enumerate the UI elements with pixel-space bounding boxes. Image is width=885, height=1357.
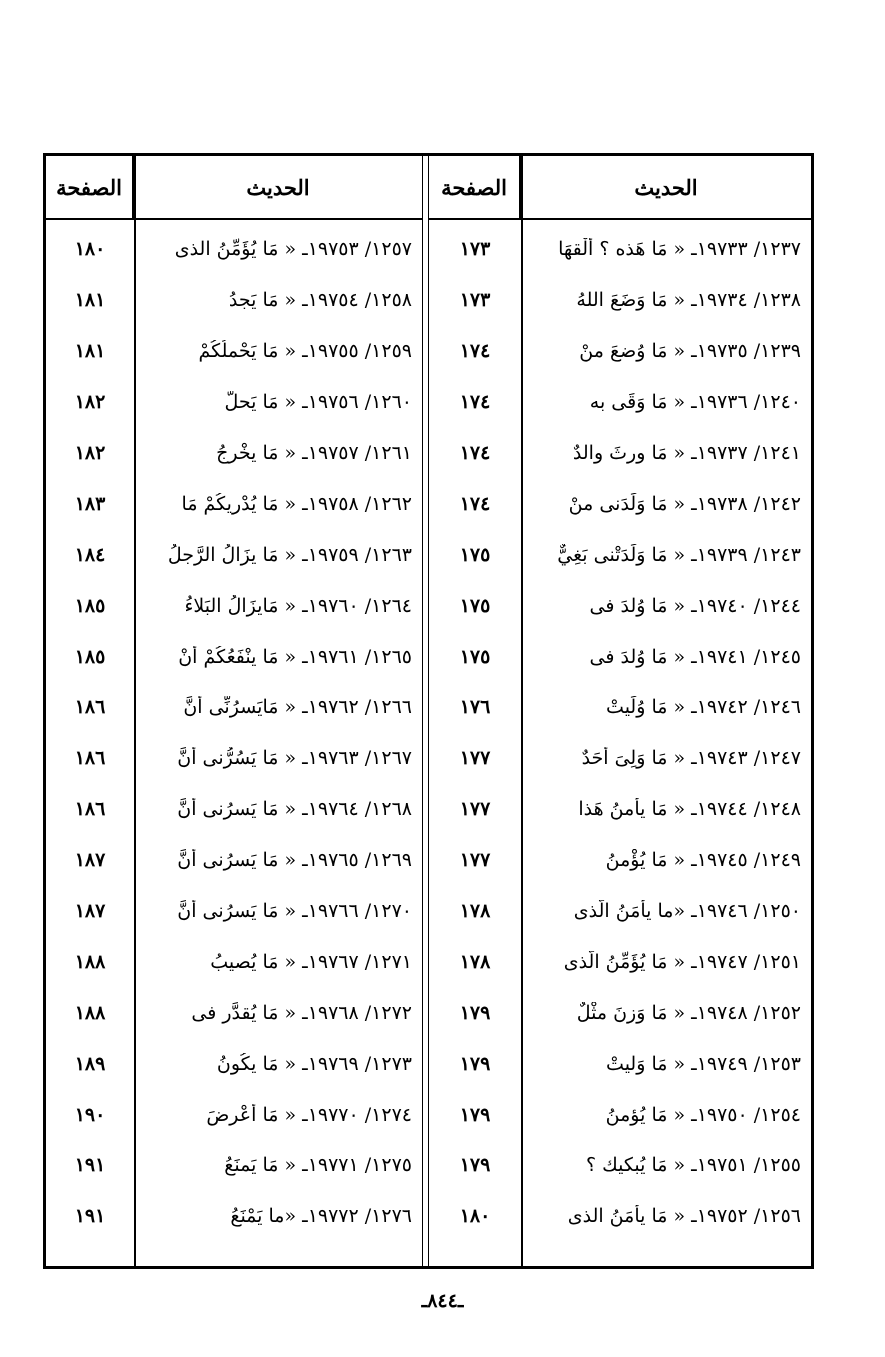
table-row: [429, 936, 811, 987]
hadith-entry: ١٢٤٢/ ١٩٧٣٨ـ « مَا وَلَدَنى منْ: [568, 492, 801, 515]
left-column-block: [46, 156, 422, 1266]
page-ref: ١٨٦: [74, 798, 106, 821]
hadith-entry: ١٢٥٢/ ١٩٧٤٨ـ « مَا وَزنَ مثْلٌ: [576, 1001, 801, 1024]
table-row: [429, 377, 811, 428]
table-row: [46, 733, 422, 784]
page-ref: ١٧٩: [459, 1154, 491, 1177]
table-row: [46, 682, 422, 733]
table-row: [46, 987, 422, 1038]
page-ref: ١٧٧: [459, 798, 491, 821]
page-ref: ١٧٦: [459, 696, 491, 719]
header-hadith: الحديث: [634, 174, 698, 200]
header-page: الصفحة: [46, 156, 134, 218]
index-table: [43, 153, 814, 1269]
hadith-entry: ١٢٥٩/ ١٩٧٥٥ـ « مَا يَحْملُكُمْ: [198, 340, 412, 363]
table-row: [429, 1191, 811, 1242]
hadith-entry: ١٢٥٥/ ١٩٧٥١ـ « مَا يُبكيك ؟: [586, 1154, 801, 1177]
table-row: [429, 1140, 811, 1191]
table-row: [429, 835, 811, 886]
page-ref: ١٧٥: [459, 645, 491, 668]
hadith-entry: ١٢٣٨/ ١٩٧٣٤ـ « مَا وَضَعَ اللهُ: [576, 289, 801, 312]
table-row: [429, 631, 811, 682]
table-row: [429, 682, 811, 733]
header-page: الصفحة: [429, 156, 521, 218]
right-header-row: [429, 156, 811, 220]
table-row: [429, 428, 811, 479]
page-ref: ١٧٩: [459, 1052, 491, 1075]
table-row: [429, 886, 811, 937]
hadith-entry: ١٢٦٣/ ١٩٧٥٩ـ « مَا يزَالُ الرَّجلُ: [167, 543, 412, 566]
hadith-entry: ١٢٥١/ ١٩٧٤٧ـ « مَا يُؤَمِّنُ الَّذى: [563, 950, 801, 973]
table-row: [46, 478, 422, 529]
left-header-row: [46, 156, 422, 220]
page-ref: ١٨٧: [74, 900, 106, 923]
left-rows: [46, 224, 422, 1242]
table-row: [46, 1191, 422, 1242]
page-ref: ١٨١: [74, 289, 106, 312]
table-row: [429, 580, 811, 631]
hadith-entry: ١٢٦٤/ ١٩٧٦٠ـ « مَايزَالُ البَلاءُ: [184, 594, 412, 617]
table-row: [429, 275, 811, 326]
hadith-entry: ١٢٤١/ ١٩٧٣٧ـ « مَا ورثَ والدٌ: [572, 442, 801, 464]
table-row: [46, 835, 422, 886]
table-row: [46, 529, 422, 580]
hadith-entry: ١٢٤٩/ ١٩٧٤٥ـ « مَا يُؤْمنُ: [605, 849, 801, 872]
table-row: [46, 1089, 422, 1140]
table-row: [46, 428, 422, 479]
table-row: [429, 224, 811, 275]
page-ref: ١٨٨: [74, 1001, 106, 1024]
page-ref: ١٨٢: [74, 391, 106, 414]
right-column-block: [429, 156, 811, 1266]
page-ref: ١٧٨: [459, 950, 491, 973]
page-ref: ١٩١: [74, 1205, 106, 1228]
hadith-entry: ١٢٥٦/ ١٩٧٥٢ـ « مَا يأمَنُ الذى: [567, 1205, 801, 1228]
hadith-entry: ١٢٧٦/ ١٩٧٧٢ـ «ما يَمْنَعُ: [230, 1205, 412, 1228]
page-ref: ١٧٩: [459, 1001, 491, 1024]
table-row: [429, 478, 811, 529]
hadith-entry: ١٢٥٠/ ١٩٧٤٦ـ «ما يأمَنُ الَّذى: [573, 900, 801, 923]
hadith-entry: ١٢٦٠/ ١٩٧٥٦ـ « مَا يَحلُّ: [224, 391, 412, 414]
table-row: [46, 377, 422, 428]
page-ref: ١٨٧: [74, 849, 106, 872]
page-ref: ١٨٢: [74, 442, 106, 464]
table-row: [46, 275, 422, 326]
hadith-entry: ١٢٥٧/ ١٩٧٥٣ـ « مَا يُؤَمِّنُ الذى: [174, 238, 412, 261]
table-row: [46, 580, 422, 631]
hadith-entry: ١٢٥٣/ ١٩٧٤٩ـ « مَا وَليتْ: [606, 1052, 801, 1075]
hadith-entry: ١٢٦٢/ ١٩٧٥٨ـ « مَا يُدْريكُمْ مَا: [181, 492, 412, 515]
hadith-entry: ١٢٦٥/ ١٩٧٦١ـ « مَا ينْفَعُكُمْ أَنْ: [178, 645, 412, 668]
hadith-entry: ١٢٤٤/ ١٩٧٤٠ـ « مَا وُلدَ فى: [589, 594, 801, 617]
page-ref: ١٧٣: [459, 238, 491, 261]
block-divider: [422, 156, 429, 1266]
hadith-entry: ١٢٧٥/ ١٩٧٧١ـ « مَا يَمنَعُ: [224, 1154, 412, 1177]
table-row: [46, 631, 422, 682]
hadith-entry: ١٢٤٧/ ١٩٧٤٣ـ « مَا وَلِىَ أَحَدٌ: [581, 747, 801, 770]
page-ref: ١٧٤: [459, 492, 491, 515]
hadith-entry: ١٢٣٩/ ١٩٧٣٥ـ « مَا وُضعَ منْ: [579, 340, 801, 363]
page-ref: ١٧٤: [459, 442, 491, 464]
page-ref: ١٧٧: [459, 849, 491, 872]
hadith-entry: ١٢٦٧/ ١٩٧٦٣ـ « مَا يَسُرُّنى أَنَّ: [177, 747, 412, 770]
table-row: [46, 1038, 422, 1089]
hadith-entry: ١٢٧٤/ ١٩٧٧٠ـ « مَا أَعْرضَ: [206, 1103, 412, 1126]
right-rows: [429, 224, 811, 1242]
hadith-entry: ١٢٤٠/ ١٩٧٣٦ـ « مَا وَقَى به: [589, 391, 801, 414]
page-ref: ١٧٩: [459, 1103, 491, 1126]
page-ref: ١٧٣: [459, 289, 491, 312]
hadith-entry: ١٢٦٦/ ١٩٧٦٢ـ « مَايَسرُنِّى أَنَّ: [183, 696, 412, 719]
page-ref: ١٧٧: [459, 747, 491, 770]
page-ref: ١٨٣: [74, 492, 106, 515]
page-ref: ١٧٤: [459, 340, 491, 363]
page-ref: ١٨٠: [459, 1205, 491, 1228]
table-row: [46, 936, 422, 987]
hadith-entry: ١٢٤٣/ ١٩٧٣٩ـ « مَا وَلَدَتْنى بَغِيٌّ: [557, 543, 801, 566]
page-ref: ١٨٥: [74, 645, 106, 668]
table-row: [429, 326, 811, 377]
hadith-entry: ١٢٦١/ ١٩٧٥٧ـ « مَا يخْرجُ: [216, 442, 412, 464]
page-ref: ١٧٨: [459, 900, 491, 923]
page-ref: ١٧٥: [459, 543, 491, 566]
page-number: ـ٨٤٤ـ: [421, 1290, 464, 1312]
table-row: [429, 1089, 811, 1140]
hadith-entry: ١٢٤٥/ ١٩٧٤١ـ « مَا وُلدَ فى: [589, 645, 801, 668]
page-ref: ١٨٠: [74, 238, 106, 261]
table-row: [429, 987, 811, 1038]
page-ref: ١٨٨: [74, 950, 106, 973]
table-row: [46, 224, 422, 275]
table-row: [46, 784, 422, 835]
page-ref: ١٧٥: [459, 594, 491, 617]
page-ref: ١٨٤: [74, 543, 106, 566]
table-row: [46, 886, 422, 937]
hadith-entry: ١٢٣٧/ ١٩٧٣٣ـ « مَا هَذه ؟ أَلْقهَا: [558, 238, 801, 261]
hadith-entry: ١٢٥٤/ ١٩٧٥٠ـ « مَا يُؤمنُ: [605, 1103, 801, 1126]
hadith-entry: ١٢٧١/ ١٩٧٦٧ـ « مَا يُصيبُ: [210, 950, 412, 973]
hadith-entry: ١٢٦٩/ ١٩٧٦٥ـ « مَا يَسرُنى أَنَّ: [177, 849, 412, 872]
table-row: [429, 784, 811, 835]
page-ref: ١٨٩: [74, 1052, 106, 1075]
hadith-entry: ١٢٧٣/ ١٩٧٦٩ـ « مَا يكُونُ: [216, 1052, 412, 1075]
page-ref: ١٨١: [74, 340, 106, 363]
page-ref: ١٨٦: [74, 747, 106, 770]
hadith-entry: ١٢٦٨/ ١٩٧٦٤ـ « مَا يَسرُنى أَنَّ: [177, 798, 412, 821]
table-row: [429, 1038, 811, 1089]
page-ref: ١٩١: [74, 1154, 106, 1177]
page-ref: ١٧٤: [459, 391, 491, 414]
hadith-entry: ١٢٤٨/ ١٩٧٤٤ـ « مَا يأمنُ هَذا: [578, 798, 801, 821]
hadith-entry: ١٢٥٨/ ١٩٧٥٤ـ « مَا يَجدُ: [228, 289, 412, 312]
header-hadith: الحديث: [246, 174, 310, 200]
page-ref: ١٩٠: [74, 1103, 106, 1126]
table-row: [429, 733, 811, 784]
page-ref: ١٨٦: [74, 696, 106, 719]
hadith-entry: ١٢٧٢/ ١٩٧٦٨ـ « مَا يُقدَّر فى: [191, 1001, 412, 1024]
table-row: [429, 529, 811, 580]
page-ref: ١٨٥: [74, 594, 106, 617]
table-row: [46, 326, 422, 377]
hadith-entry: ١٢٧٠/ ١٩٧٦٦ـ « مَا يَسرُنى أَنَّ: [177, 900, 412, 923]
hadith-entry: ١٢٤٦/ ١٩٧٤٢ـ « مَا وُلِّيتْ: [606, 696, 801, 719]
table-row: [46, 1140, 422, 1191]
